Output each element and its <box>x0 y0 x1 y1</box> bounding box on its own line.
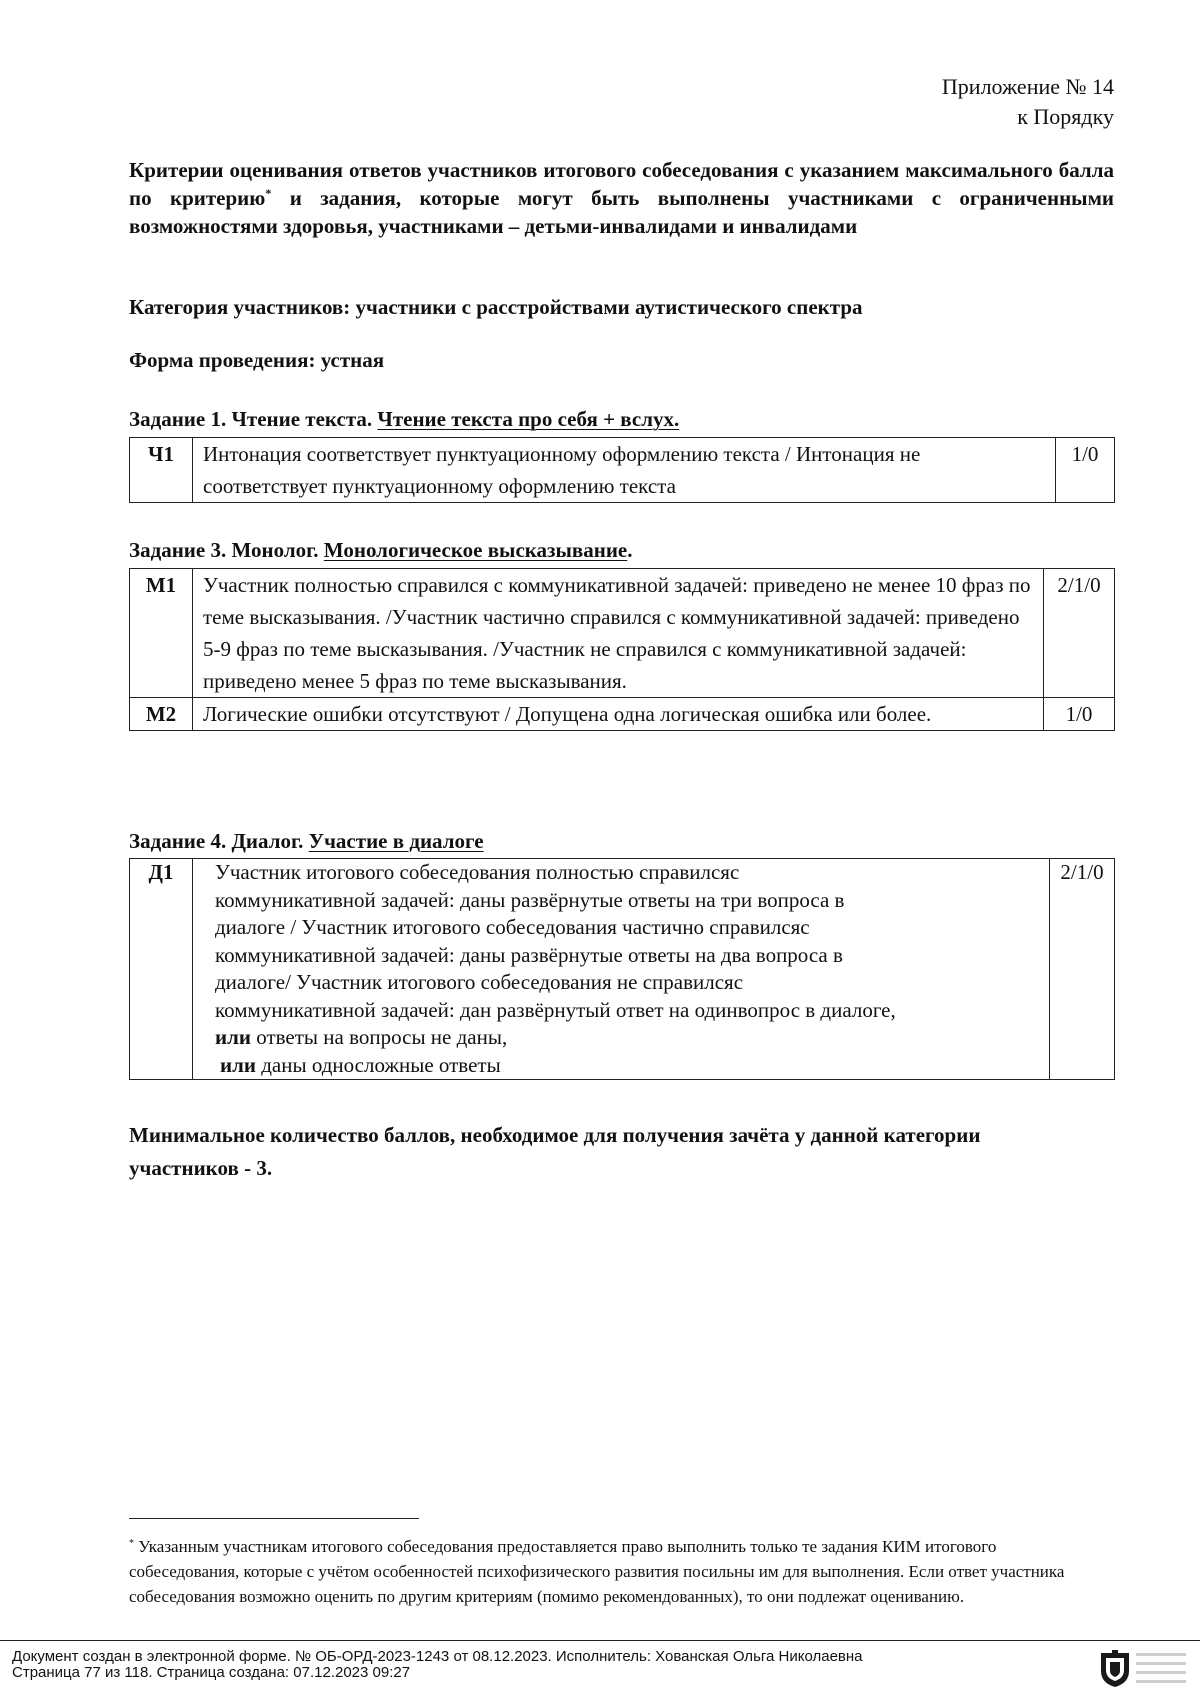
description-line: диалоге / Участник итогового собеседования частично справилсяс <box>215 915 810 939</box>
title-part1: Критерии оценивания ответов участников итогового собеседования с указанием максимального балла по критерию <box>129 158 1114 210</box>
criterion-code: М2 <box>130 698 193 731</box>
task4-criteria-table <box>129 858 1115 1080</box>
description-line: коммуникативной задачей: даны развёрнутые ответы на два вопроса в <box>215 942 843 967</box>
document-title <box>129 156 1114 240</box>
description-line: или даны односложные ответы <box>220 1052 501 1077</box>
description-line: коммуникативной задачей: даны развёрнутые ответы на три вопроса в <box>215 887 845 912</box>
criterion-score: 1/0 <box>1044 698 1115 731</box>
appendix-reference: к Порядку <box>1017 104 1114 129</box>
task3-criteria-table <box>129 568 1115 731</box>
footer-text <box>12 1649 863 1681</box>
task4-heading: Задание 4. Диалог. Участие в диалоге <box>129 829 484 853</box>
criterion-code: Ч1 <box>130 438 193 503</box>
task1-criteria-table <box>129 437 1115 503</box>
footnote <box>129 1534 1089 1609</box>
appendix-header <box>942 72 1114 132</box>
footer-document-info: Документ создан в электронной форме. № ОБ-ОРД-2023-1243 от 08.12.2023. Исполнитель: Хованская Ольга Николаевна <box>12 1648 863 1665</box>
criterion-score: 1/0 <box>1056 438 1115 503</box>
criterion-score: 2/1/0 <box>1050 859 1115 1080</box>
task3-heading-underlined: Монологическое высказывание <box>323 538 628 562</box>
or-keyword: или <box>215 1025 251 1049</box>
table-row <box>130 569 1115 698</box>
participant-category: Категория участников: участники с расстройствами аутистического спектра <box>129 295 863 319</box>
description-line: или ответы на вопросы не даны, <box>215 1025 508 1049</box>
criterion-description: Участник полностью справился с коммуникативной задачей: приведено не менее 10 фраз по теме высказывания. /Участник частично справился с коммуникативной задачей: приведено 5-9 фраз по теме высказывания. /Участник не справился с коммуникативной задачей: приведено менее 5 фраз по теме высказывания. <box>193 569 1044 698</box>
table-row <box>130 438 1115 503</box>
document-footer <box>0 1640 1200 1699</box>
description-line: коммуникативной задачей: дан развёрнутый ответ на одинвопрос в диалоге, <box>215 997 896 1022</box>
footnote-separator <box>129 1518 419 1519</box>
or-keyword: или <box>220 1052 256 1077</box>
criterion-code: Д1 <box>130 859 193 1080</box>
criterion-code: М1 <box>130 569 193 698</box>
table-row <box>130 859 1115 1080</box>
footer-page-info: Страница 77 из 118. Страница создана: 07.12.2023 09:27 <box>12 1664 411 1681</box>
footnote-text: Указанным участникам итогового собеседования предоставляется право выполнить только те задания КИМ итогового собеседования, которые с учётом особенностей психофизического развития посильны им для выполнения. Если ответ участника собеседования возможно оценить по другим критериям (помимо рекомендованных), то они подлежат оцениванию. <box>129 1537 1065 1606</box>
coat-of-arms-icon <box>1098 1649 1132 1689</box>
footnote-mark: * <box>129 1538 134 1549</box>
description-line: диалоге/ Участник итогового собеседования не справилсяс <box>215 970 744 994</box>
criterion-score: 2/1/0 <box>1044 569 1115 698</box>
government-label-mark <box>1136 1653 1186 1689</box>
task1-heading-underlined: Чтение текста про себя + вслух. <box>377 407 680 431</box>
appendix-number: Приложение № 14 <box>941 74 1114 99</box>
conduct-form: Форма проведения: устная <box>129 348 385 372</box>
table-row <box>130 698 1115 731</box>
title-footnote-mark: * <box>265 186 272 200</box>
task3-heading: Задание 3. Монолог. Монологическое высказывание. <box>129 538 633 562</box>
title-part2: и задания, которые могут быть выполнены участниками с ограниченными возможностями здоровья, участниками – детьми-инвалидами и инвалидами <box>129 186 1114 238</box>
criterion-description: Интонация соответствует пунктуационному оформлению текста / Интонация не соответствует пунктуационному оформлению текста <box>193 438 1056 503</box>
task4-heading-underlined: Участие в диалоге <box>308 829 484 853</box>
criterion-description <box>193 859 1050 1080</box>
minimum-score-note: Минимальное количество баллов, необходимое для получения зачёта у данной категории участников - 3. <box>129 1123 981 1180</box>
description-line: Участник итогового собеседования полностью справилсяс <box>215 860 740 884</box>
task1-heading: Задание 1. Чтение текста. Чтение текста про себя + вслух. <box>129 407 680 431</box>
criterion-description: Логические ошибки отсутствуют / Допущена одна логическая ошибка или более. <box>193 698 1044 731</box>
